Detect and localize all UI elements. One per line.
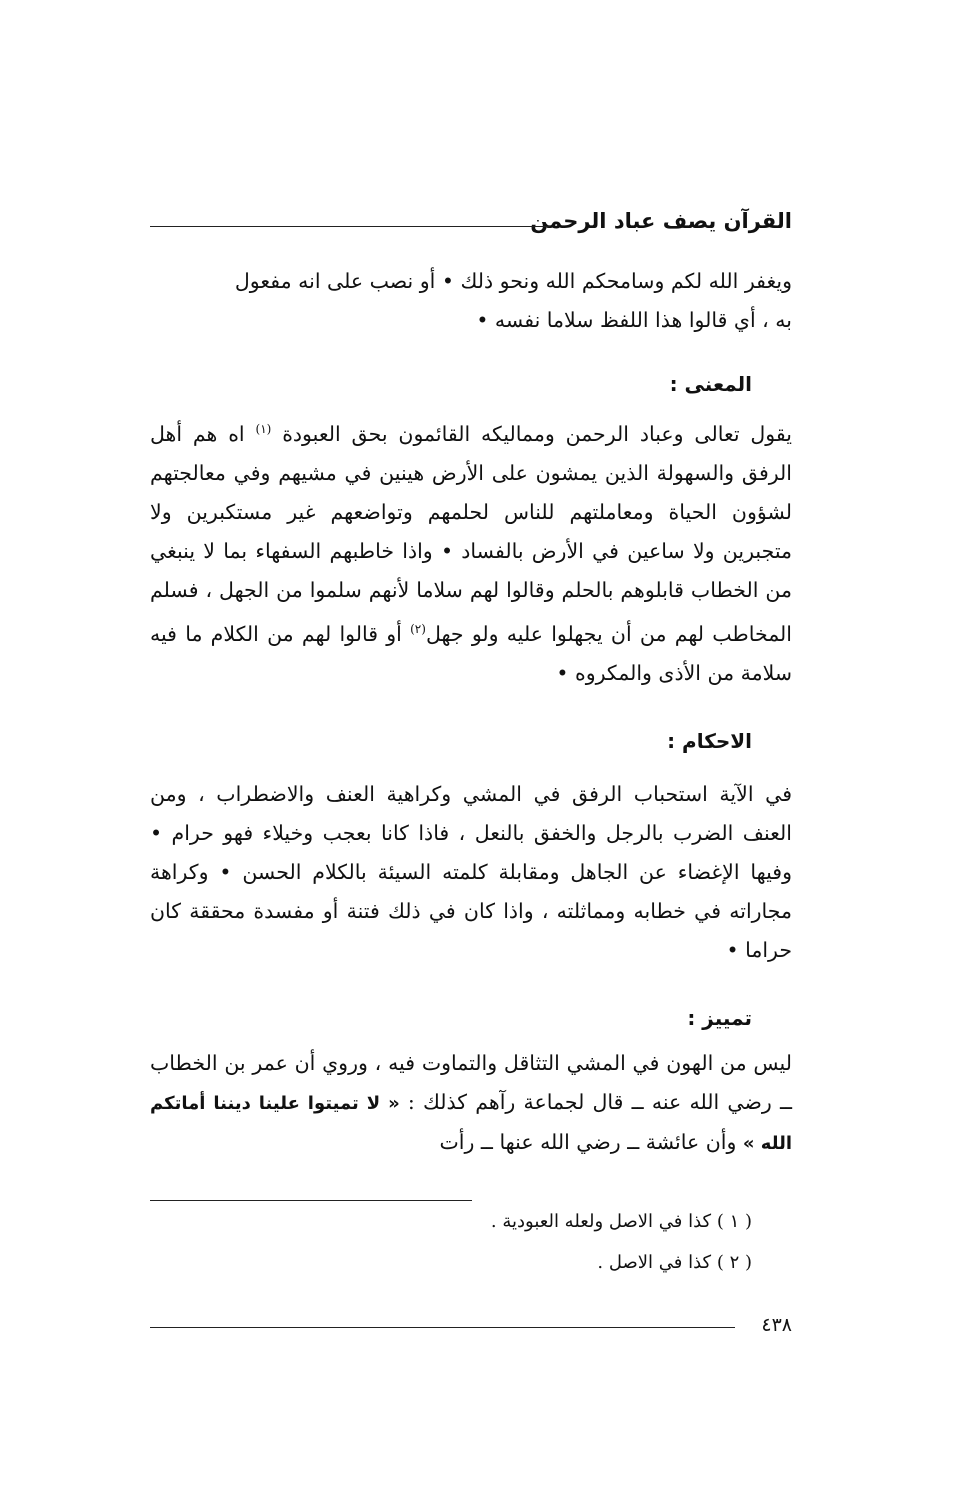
footer-rule	[150, 1327, 735, 1328]
running-title: القرآن يصف عباد الرحمن	[530, 209, 792, 233]
intro-line-1: ويغفر الله لكم وسامحكم الله ونحو ذلك • أو نصب على انه مفعول	[234, 269, 792, 293]
rulings-heading: الاحكام :	[667, 729, 752, 753]
meaning-text-c: أو قالوا لهم من الكلام ما فيه سلامة من الأذى والمكروه •	[150, 621, 792, 685]
footnote-marker-2: (٢)	[410, 621, 426, 636]
footnote-2: ( ٢ ) كذا في الاصل .	[597, 1252, 752, 1273]
footnote-rule	[150, 1200, 472, 1201]
distinction-heading: تمييز :	[687, 1006, 752, 1030]
distinction-text-b: وأن عائشة ــ رضي الله عنها ــ رأت	[439, 1130, 737, 1154]
distinction-paragraph	[150, 1044, 792, 1163]
intro-paragraph	[150, 262, 792, 340]
running-header	[150, 203, 792, 239]
footnote-1: ( ١ ) كذا في الاصل ولعله العبودية .	[490, 1211, 752, 1232]
meaning-paragraph	[150, 410, 792, 693]
rulings-paragraph: في الآية استحباب الرفق في المشي وكراهية العنف والاضطراب ، ومن العنف الضرب بالرجل والخفق بالنعل ، فاذا كانا بعجب وخيلاء فهو حرام • وفيها الإغضاء عن الجاهل ومقابلة كلمته السيئة بالكلام الحسن • وكراهة مجاراته في خطابه ومماثلته ، واذا كان في ذلك فتنة أو مفسدة محققة كان حراما •	[150, 782, 792, 962]
meaning-heading: المعنى :	[669, 372, 752, 396]
quoted-saying: « لا تميتوا علينا ديننا أماتكم الله »	[150, 1093, 792, 1154]
page-number: ٤٣٨	[761, 1314, 792, 1336]
footnote-marker-1: (١)	[255, 422, 272, 436]
meaning-text-b: اه هم أهل الرفق والسهولة الذين يمشون على الأرض هينين في مشيهم وفي معالجتهم لشؤون الحياة ومعاملتهم للناس لحلمهم وتواضعهم غير مستكبرين ولا متجبرين ولا ساعين في الأرض بالفساد • واذا خاطبهم السفهاء بما لا ينبغي من الخطاب قابلوهم بالحلم وقالوا لهم سلاما لأنهم سلموا من الجهل ، فسلم المخاطب لهم من أن يجهلوا عليه ولو جهل	[150, 421, 792, 646]
meaning-text-a: يقول تعالى وعباد الرحمن ومماليكه القائمون بحق العبودة	[282, 421, 792, 446]
intro-line-2: به ، أي قالوا هذا اللفظ سلاما نفسه •	[476, 308, 792, 332]
header-rule	[150, 226, 550, 227]
distinction-text-a: ليس من الهون في المشي التثاقل والتماوت فيه ، وروي أن عمر بن الخطاب ــ رضي الله عنه ــ قال لجماعة رآهم كذلك :	[150, 1051, 792, 1114]
